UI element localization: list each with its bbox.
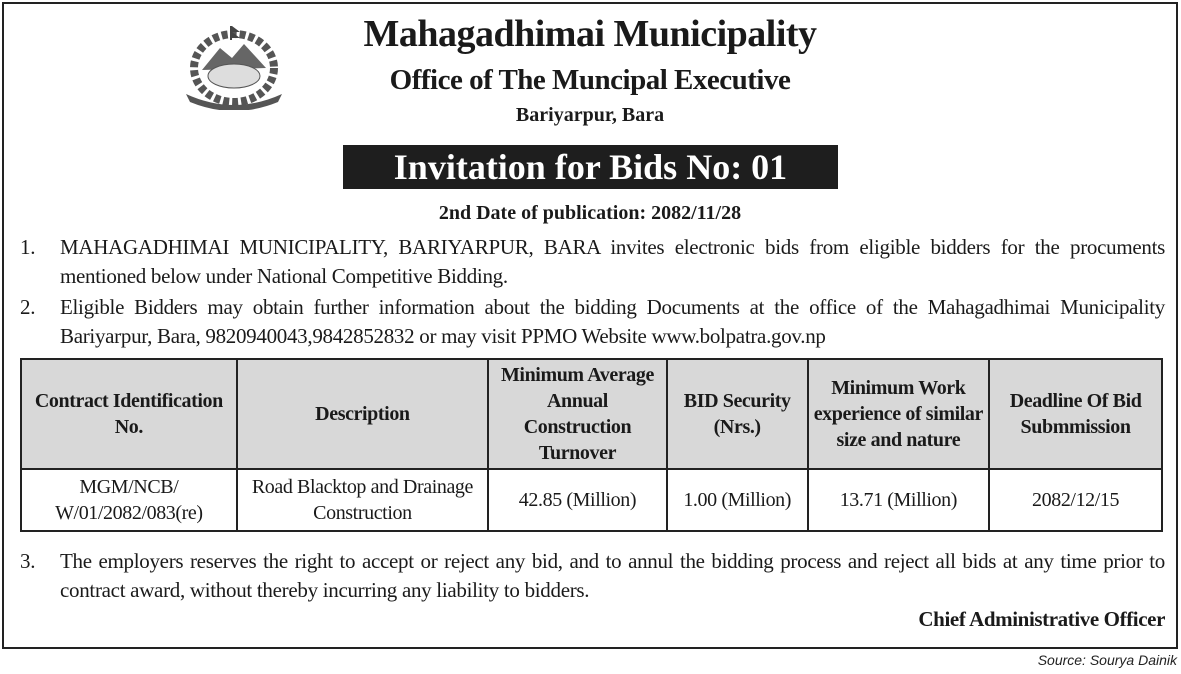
paragraph-text: The employers reserves the right to accept or reject any bid, and to annul the bidding process and reject all bids at any time prior to contract award, without thereby incurring any liability to bidders. — [60, 549, 1165, 602]
paragraph-2 — [20, 293, 1165, 351]
column-header: BID Security (Nrs.) — [667, 359, 808, 469]
column-header: Minimum Work experience of similar size and nature — [808, 359, 990, 469]
paragraph-3 — [20, 547, 1165, 605]
paragraph-number: 1. — [20, 235, 36, 259]
column-header: Minimum Average Annual Construction Turnover — [488, 359, 667, 469]
org-name: Mahagadhimai Municipality — [363, 13, 817, 55]
column-header: Deadline Of Bid Submmission — [989, 359, 1162, 469]
signature: Chief Administrative Officer — [918, 607, 1165, 631]
paragraph-text: Eligible Bidders may obtain further information about the bidding Documents at the office of the Mahagadhimai Municipality Bariyarpur, Bara, 9820940043,9842852832 or may visit PPMO Website www.bolpatra.gov.np — [60, 295, 1165, 348]
table-header-row — [21, 359, 1162, 469]
paragraph-number: 3. — [20, 549, 36, 573]
column-header: Contract Identification No. — [21, 359, 237, 469]
location: Bariyarpur, Bara — [515, 104, 665, 126]
office-name: Office of The Muncipal Executive — [389, 64, 791, 96]
table-row — [21, 469, 1162, 531]
source-credit: Source: Sourya Dainik — [1037, 652, 1177, 668]
notice-title: Invitation for Bids No: 01 — [343, 145, 838, 189]
deadline-cell: 2082/12/15 — [989, 469, 1162, 531]
turnover-cell: 42.85 (Million) — [488, 469, 667, 531]
paragraph-1 — [20, 233, 1165, 291]
contract-id-cell: MGM/NCB/ W/01/2082/083(re) — [21, 469, 237, 531]
publication-date: 2nd Date of publication: 2082/11/28 — [438, 202, 742, 224]
description-cell: Road Blacktop and Drainage Construction — [237, 469, 488, 531]
paragraph-text: MAHAGADHIMAI MUNICIPALITY, BARIYARPUR, BARA invites electronic bids from eligible bidders for the procuments mentioned below under National Competitive Bidding. — [60, 235, 1165, 288]
bid-table — [20, 358, 1163, 532]
work-experience-cell: 13.71 (Million) — [808, 469, 990, 531]
bid-security-cell: 1.00 (Million) — [667, 469, 808, 531]
nepal-government-emblem-icon — [180, 20, 288, 110]
paragraph-number: 2. — [20, 295, 36, 319]
column-header: Description — [237, 359, 488, 469]
